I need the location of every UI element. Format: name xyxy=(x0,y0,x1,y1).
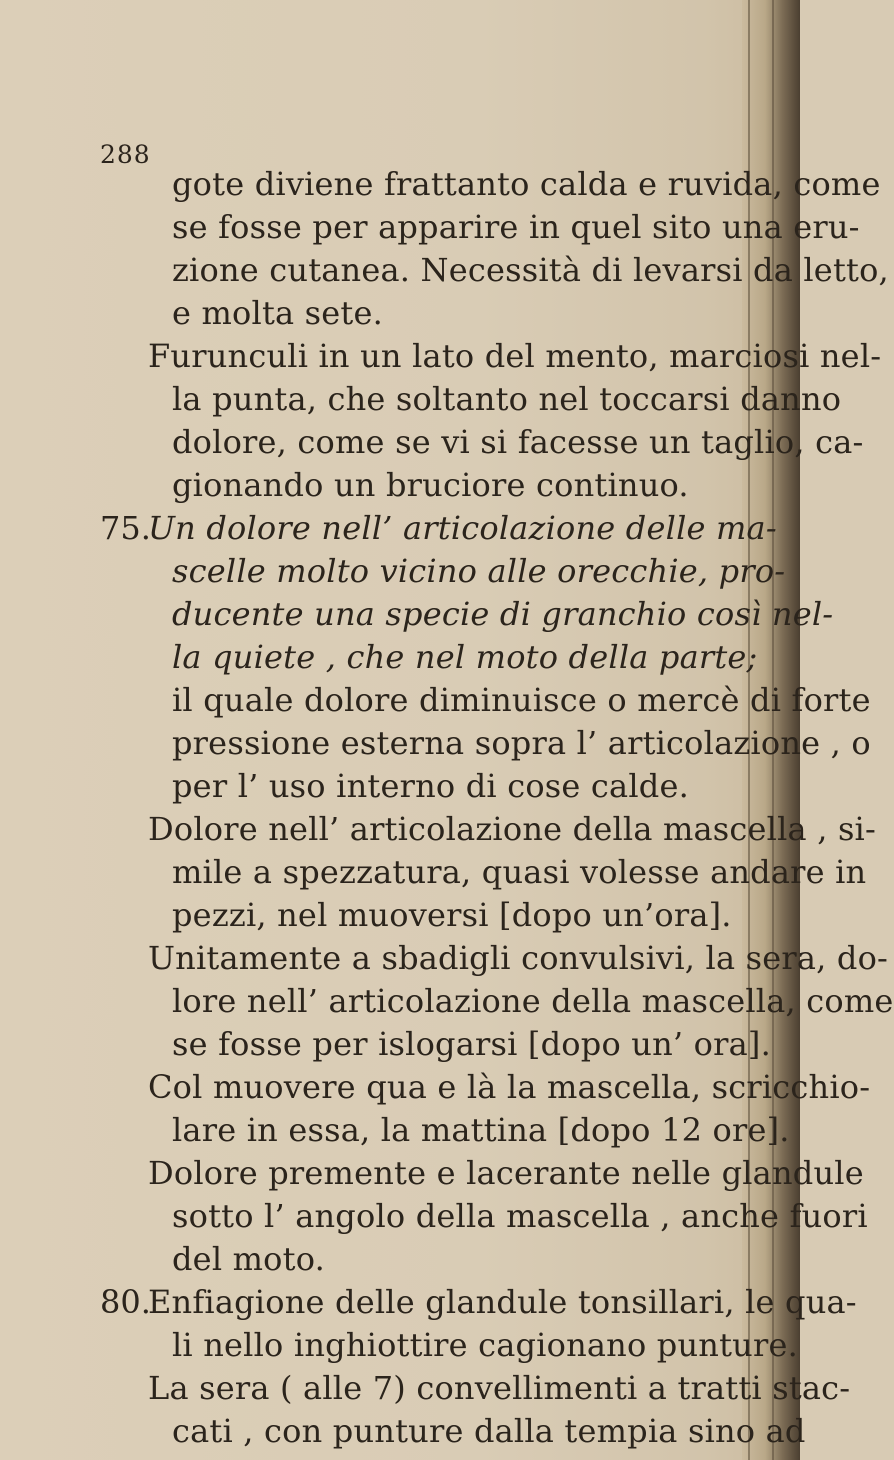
text-line: il quale dolore diminuisce o mercè di forte xyxy=(172,681,871,719)
text-line: se fosse per islogarsi [dopo un’ ora]. xyxy=(172,1025,771,1063)
symptom-number: 75. xyxy=(100,509,151,547)
text-line: gote diviene frattanto calda e ruvida, come xyxy=(172,165,881,203)
text-line: Dolore nell’ articolazione della mascella , si- xyxy=(148,810,877,848)
text-line: Col muovere qua e là la mascella, scricchio- xyxy=(148,1068,871,1106)
text-line: cati , con punture dalla tempia sino ad xyxy=(172,1412,806,1450)
text-line: ducente una specie di granchio così nel- xyxy=(172,595,834,633)
text-line: sotto l’ angolo della mascella , anche fuori xyxy=(172,1197,868,1235)
text-line: dolore, come se vi si facesse un taglio, ca- xyxy=(172,423,864,461)
text-line: Dolore premente e lacerante nelle glandule xyxy=(148,1154,864,1192)
text-line: La sera ( alle 7) convellimenti a tratti stac- xyxy=(148,1369,851,1407)
text-line: li nello inghiottire cagionano punture. xyxy=(172,1326,798,1364)
text-line: la quiete , che nel moto della parte; xyxy=(172,638,758,676)
text-line: scelle molto vicino alle orecchie, pro- xyxy=(172,552,786,590)
text-line: e molta sete. xyxy=(172,294,383,332)
text-line: la punta, che soltanto nel toccarsi danno xyxy=(172,380,842,418)
text-line: pressione esterna sopra l’ articolazione , o xyxy=(172,724,871,762)
text-line: Unitamente a sbadigli convulsivi, la sera, do- xyxy=(148,939,889,977)
text-line: del moto. xyxy=(172,1240,325,1278)
text-line: lare in essa, la mattina [dopo 12 ore]. xyxy=(172,1111,790,1149)
page-number: 288 xyxy=(100,140,151,169)
text-line: gionando un bruciore continuo. xyxy=(172,466,689,504)
text-line: lore nell’ articolazione della mascella, come xyxy=(172,982,894,1020)
text-line: zione cutanea. Necessità di levarsi da letto, xyxy=(172,251,889,289)
text-line: se fosse per apparire in quel sito una eru- xyxy=(172,208,860,246)
text-line: Enfiagione delle glandule tonsillari, le qua- xyxy=(148,1283,857,1321)
text-line: per l’ uso interno di cose calde. xyxy=(172,767,689,805)
text-line: Un dolore nell’ articolazione delle ma- xyxy=(148,509,777,547)
text-line: pezzi, nel muoversi [dopo un’ora]. xyxy=(172,896,732,934)
text-line: mile a spezzatura, quasi volesse andare in xyxy=(172,853,867,891)
text-line: Furunculi in un lato del mento, marciosi nel- xyxy=(148,337,882,375)
symptom-number: 80. xyxy=(100,1283,151,1321)
